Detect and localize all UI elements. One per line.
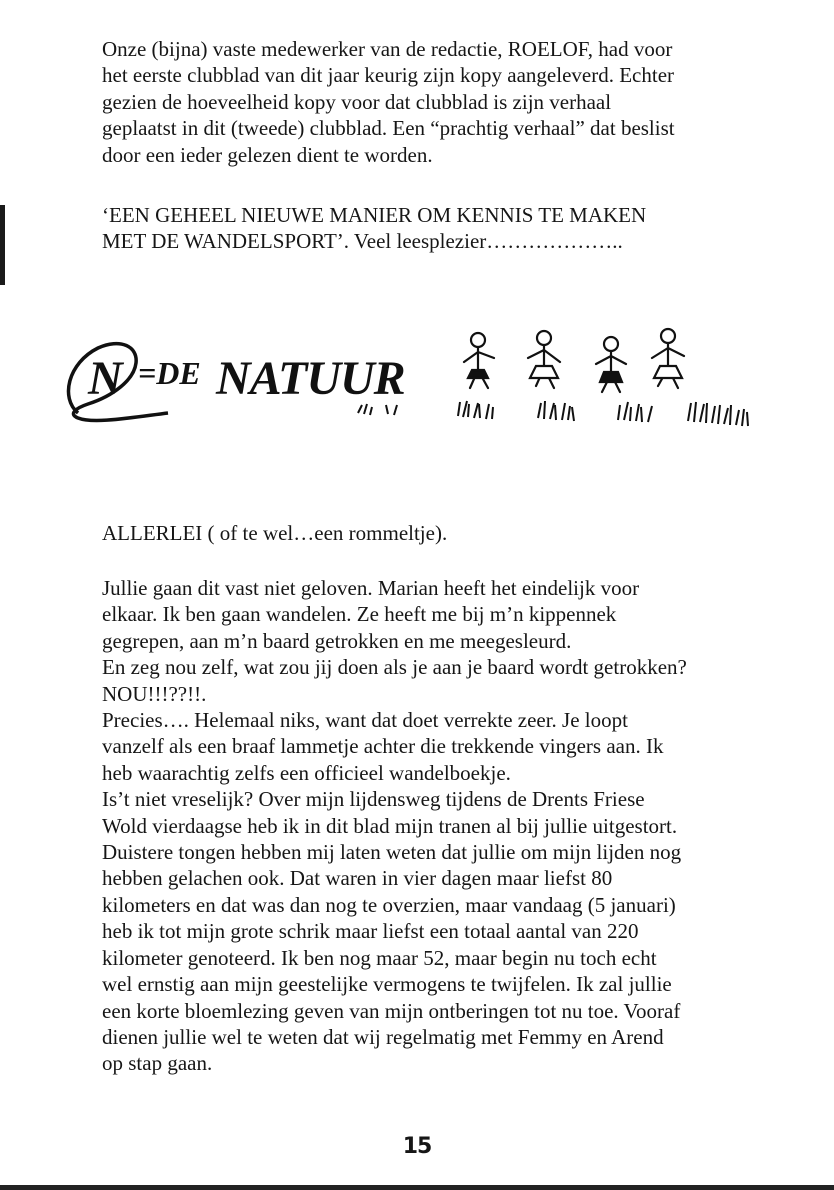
intro-paragraph: Onze (bijna) vaste medewerker van de redactie, ROELOF, had voor het eerste clubblad van dit jaar keurig zijn kopy aangeleverd. Echter gezien de hoeveelheid kopy voor dat clubblad is zijn verhaal geplaatst in dit (tweede) clubblad. Een “prachtig verhaal” dat beslist door een ieder gelezen dient te worden. [102, 37, 675, 167]
page-number: 15 [402, 1134, 432, 1159]
logo-letter-n: N [88, 352, 123, 405]
dancing-children-icon [464, 329, 684, 392]
logo-text-de: =DE [138, 355, 201, 391]
scan-edge-left [0, 205, 5, 285]
grass-icon [358, 401, 748, 426]
story-title: ‘EEN GEHEEL NIEUWE MANIER OM KENNIS TE MAKEN MET DE WANDELSPORT’. Veel leesplezier……………….. [102, 203, 647, 254]
natuur-logo-banner [58, 318, 768, 438]
logo-text-natuur: NATUUR [216, 352, 405, 405]
body-paragraph: Jullie gaan dit vast niet geloven. Marian heeft het eindelijk voor elkaar. Ik ben gaan wandelen. Ze heeft me bij m’n kippennek gegrepen, aan m’n baard getrokken en me meegesleurd. En zeg nou zelf, wat zou jij doen als je aan je baard wordt getrokken? NOU!!!??!!. Precies…. Helemaal niks, want dat doet verrekte zeer. Je loopt vanzelf als een braaf lammetje achter die trekkende vingers aan. Ik heb waarachtig zelfs een officieel wandelboekje. Is’t niet vreselijk? Over mijn lijdensweg tijdens de Drents Friese Wold vierdaagse heb ik in dit blad mijn tranen al bij jullie uitgestort. Duistere tongen hebben mij laten weten dat jullie om mijn lijden nog hebben gelachen ook. Dat waren in vier dagen maar liefst 80 kilometers en dat was dan nog te overzien, maar vandaag (5 januari) heb ik tot mijn grote schrik maar liefst een totaal aantal van 220 kilometer genoteerd. Ik ben nog maar 52, maar begin nu toch echt wel ernstig aan mijn geestelijke vermogens te twijfelen. Ik zal jullie een korte bloemlezing geven van mijn ontberingen tot nu toe. Vooraf dienen jullie wel te weten dat wij regelmatig met Femmy en Arend op stap gaan. [102, 576, 687, 1076]
section-heading: ALLERLEI ( of te wel…een rommeltje). [102, 521, 448, 545]
scan-edge-bottom [0, 1185, 834, 1190]
